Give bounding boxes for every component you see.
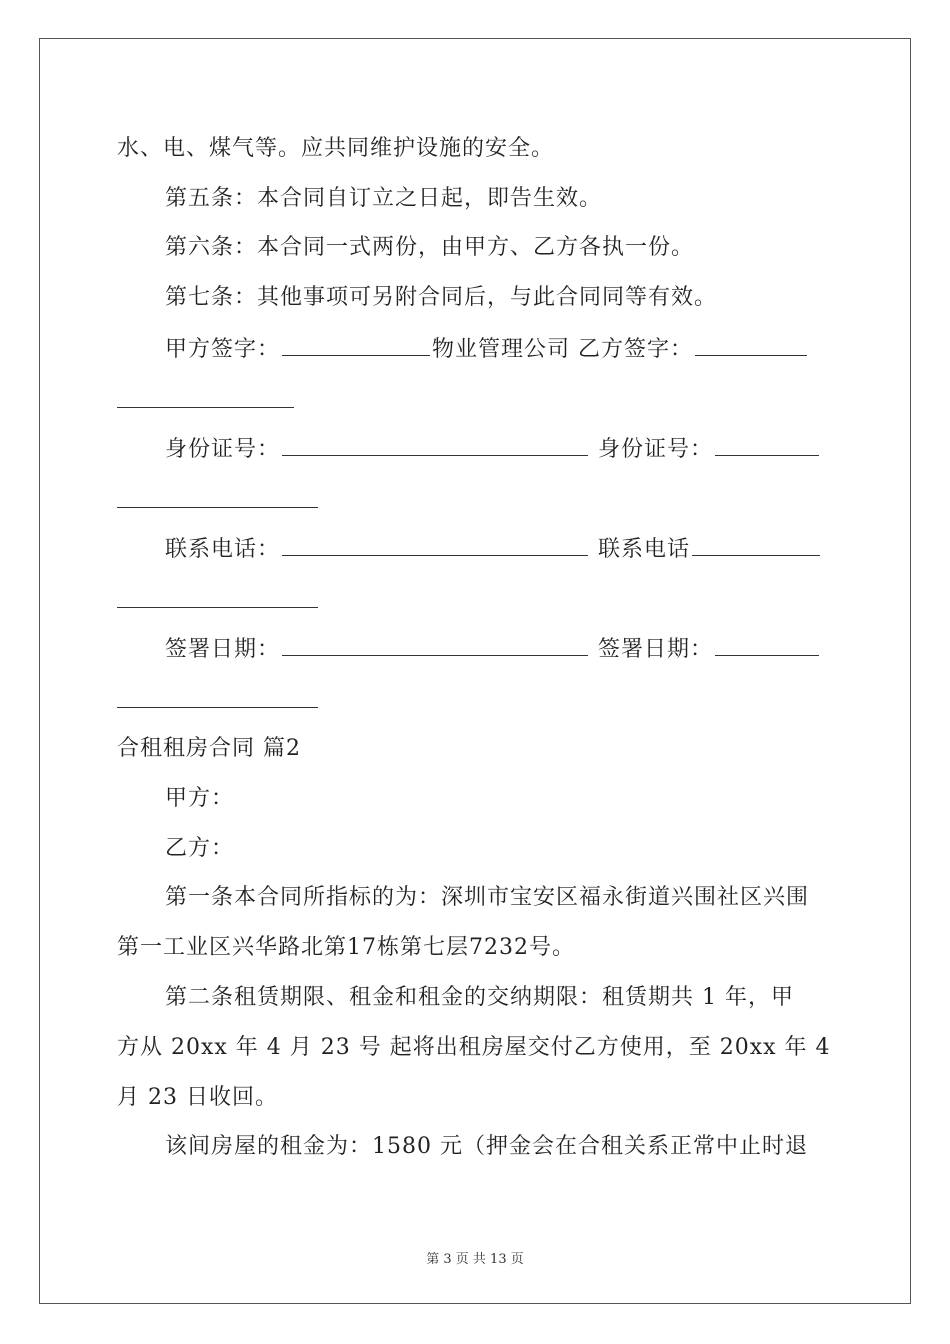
party-a-sign-field[interactable] — [282, 333, 430, 356]
party-b-sign-label: 乙方签字： — [578, 337, 694, 362]
page-footer: 第 3 页 共 13 页 — [426, 1252, 524, 1267]
id-row — [165, 433, 821, 465]
id-field-b-continuation — [117, 507, 318, 508]
id-field-a[interactable] — [282, 433, 588, 456]
id-field-b[interactable] — [715, 433, 819, 456]
date-row — [165, 633, 821, 665]
phone-field-a[interactable] — [282, 533, 588, 556]
party-b-sign-field-continuation — [117, 407, 294, 408]
party-a-sign-label: 甲方签字： — [165, 337, 281, 362]
date-field-a[interactable] — [282, 633, 588, 656]
id-label-b: 身份证号： — [598, 437, 714, 462]
phone-label-a: 联系电话： — [165, 537, 281, 562]
party-b-sign-field[interactable] — [695, 333, 807, 356]
date-label-b: 签署日期： — [598, 637, 714, 662]
article-1-line-2: 第一工业区兴华路北第17栋第七层7232号。 — [117, 935, 575, 960]
section-title: 合租租房合同 篇2 — [117, 736, 301, 761]
clause-6: 第六条：本合同一式两份，由甲方、乙方各执一份。 — [165, 235, 695, 260]
phone-row — [165, 533, 822, 565]
signature-row — [165, 333, 809, 365]
article-1-line-1: 第一条本合同所指标的为：深圳市宝安区福永街道兴围社区兴围 — [165, 885, 810, 910]
clause-continuation: 水、电、煤气等。应共同维护设施的安全。 — [117, 136, 555, 161]
rent-line-1: 该间房屋的租金为：1580 元（押金会在合租关系正常中止时退 — [165, 1134, 808, 1159]
date-label-a: 签署日期： — [165, 637, 281, 662]
party-a-line: 甲方： — [165, 786, 235, 811]
party-b-line: 乙方： — [165, 836, 235, 861]
clause-5: 第五条：本合同自订立之日起，即告生效。 — [165, 186, 603, 211]
page-border — [39, 38, 911, 1304]
phone-label-b: 联系电话 — [598, 537, 691, 562]
phone-field-b[interactable] — [692, 533, 820, 556]
article-2-line-3: 月 23 日收回。 — [117, 1085, 278, 1110]
article-2-line-1: 第二条租赁期限、租金和租金的交纳期限：租赁期共 1 年，甲 — [165, 985, 794, 1010]
date-field-b[interactable] — [715, 633, 819, 656]
phone-field-b-continuation — [117, 607, 318, 608]
id-label-a: 身份证号： — [165, 437, 281, 462]
date-field-b-continuation — [117, 707, 318, 708]
company-name: 物业管理公司 — [432, 337, 571, 362]
clause-7: 第七条：其他事项可另附合同后，与此合同同等有效。 — [165, 285, 718, 310]
article-2-line-2: 方从 20xx 年 4 月 23 号 起将出租房屋交付乙方使用，至 20xx 年 4 — [117, 1035, 831, 1060]
